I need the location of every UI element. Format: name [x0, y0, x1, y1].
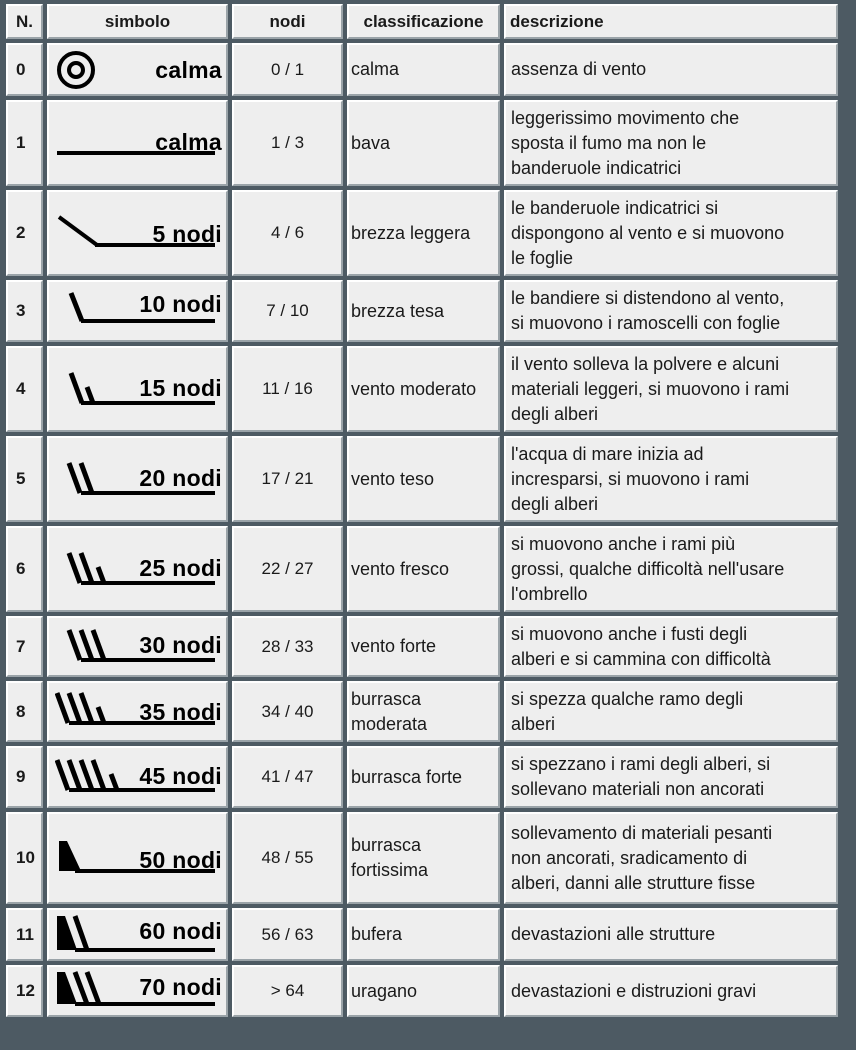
nodi-value: 22 / 27 [232, 526, 343, 612]
symbol-cell [47, 681, 228, 742]
row-number: 0 [6, 43, 43, 96]
row-number: 6 [6, 526, 43, 612]
header-simbolo: simbolo [47, 4, 228, 39]
nodi-value: 1 / 3 [232, 100, 343, 186]
descrizione-value: devastazioni e distruzioni gravi [504, 965, 838, 1017]
row-number: 3 [6, 280, 43, 342]
row-number: 8 [6, 681, 43, 742]
classificazione-value: vento forte [347, 616, 500, 677]
nodi-value: 17 / 21 [232, 436, 343, 522]
header-classificazione: classificazione [347, 4, 500, 39]
descrizione-value: devastazioni alle strutture [504, 908, 838, 961]
classificazione-value: bufera [347, 908, 500, 961]
classificazione-value: calma [347, 43, 500, 96]
symbol-label: 15 nodi [139, 375, 222, 401]
descrizione-value: assenza di vento [504, 43, 838, 96]
nodi-value: 56 / 63 [232, 908, 343, 961]
nodi-value: 7 / 10 [232, 280, 343, 342]
symbol-cell [47, 190, 228, 276]
symbol-cell [47, 908, 228, 961]
symbol-label: 10 nodi [139, 291, 222, 317]
symbol-label: 35 nodi [139, 699, 222, 725]
descrizione-value: le bandiere si distendono al vento, si muovono i ramoscelli con foglie [504, 280, 838, 342]
header-nodi: nodi [232, 4, 343, 39]
symbol-label: 50 nodi [139, 847, 222, 873]
nodi-value: > 64 [232, 965, 343, 1017]
symbol-label: 70 nodi [139, 974, 222, 1000]
symbol-cell [47, 812, 228, 904]
row-number: 2 [6, 190, 43, 276]
classificazione-value: bava [347, 100, 500, 186]
row-number: 11 [6, 908, 43, 961]
symbol-label: 45 nodi [139, 763, 222, 789]
classificazione-value: burrasca forte [347, 746, 500, 808]
descrizione-value: le banderuole indicatrici si dispongono al vento e si muovono le foglie [504, 190, 838, 276]
symbol-label: 25 nodi [139, 555, 222, 581]
symbol-cell [47, 436, 228, 522]
symbol-label: 5 nodi [152, 221, 222, 247]
row-number: 7 [6, 616, 43, 677]
row-number: 9 [6, 746, 43, 808]
classificazione-value: burrasca fortissima [347, 812, 500, 904]
nodi-value: 4 / 6 [232, 190, 343, 276]
descrizione-value: si spezza qualche ramo degli alberi [504, 681, 838, 742]
classificazione-value: vento fresco [347, 526, 500, 612]
nodi-value: 48 / 55 [232, 812, 343, 904]
symbol-label: 20 nodi [139, 465, 222, 491]
row-number: 5 [6, 436, 43, 522]
descrizione-value: si muovono anche i fusti degli alberi e si cammina con difficoltà [504, 616, 838, 677]
classificazione-value: burrasca moderata [347, 681, 500, 742]
classificazione-value: brezza tesa [347, 280, 500, 342]
descrizione-value: l'acqua di mare inizia ad incresparsi, si muovono i rami degli alberi [504, 436, 838, 522]
header-n: N. [6, 4, 43, 39]
symbol-cell [47, 100, 228, 186]
descrizione-value: il vento solleva la polvere e alcuni materiali leggeri, si muovono i rami degli alberi [504, 346, 838, 432]
descrizione-value: leggerissimo movimento che sposta il fumo ma non le banderuole indicatrici [504, 100, 838, 186]
nodi-value: 28 / 33 [232, 616, 343, 677]
nodi-value: 34 / 40 [232, 681, 343, 742]
symbol-cell [47, 746, 228, 808]
row-number: 10 [6, 812, 43, 904]
classificazione-value: vento moderato [347, 346, 500, 432]
symbol-cell [47, 346, 228, 432]
calm-circle-icon [55, 49, 105, 91]
row-number: 12 [6, 965, 43, 1017]
classificazione-value: vento teso [347, 436, 500, 522]
row-number: 4 [6, 346, 43, 432]
symbol-cell [47, 43, 228, 96]
symbol-label: 30 nodi [139, 632, 222, 658]
nodi-value: 41 / 47 [232, 746, 343, 808]
descrizione-value: si spezzano i rami degli alberi, si sollevano materiali non ancorati [504, 746, 838, 808]
symbol-label: 60 nodi [139, 918, 222, 944]
symbol-cell [47, 965, 228, 1017]
row-number: 1 [6, 100, 43, 186]
symbol-cell [47, 616, 228, 677]
nodi-value: 0 / 1 [232, 43, 343, 96]
symbol-label: calma [155, 129, 222, 155]
descrizione-value: sollevamento di materiali pesanti non ancorati, sradicamento di alberi, danni alle strutture fisse [504, 812, 838, 904]
symbol-cell [47, 526, 228, 612]
classificazione-value: uragano [347, 965, 500, 1017]
descrizione-value: si muovono anche i rami più grossi, qualche difficoltà nell'usare l'ombrello [504, 526, 838, 612]
nodi-value: 11 / 16 [232, 346, 343, 432]
symbol-cell [47, 280, 228, 342]
header-descrizione: descrizione [504, 4, 838, 39]
symbol-label: calma [155, 57, 222, 83]
classificazione-value: brezza leggera [347, 190, 500, 276]
